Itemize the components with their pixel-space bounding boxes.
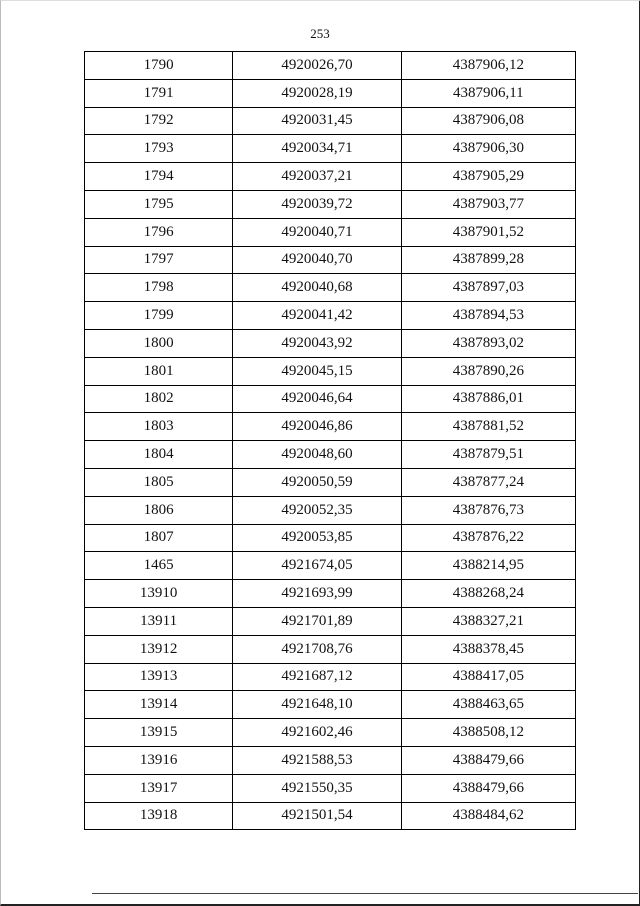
x-coordinate-cell: 4920048,60 [233, 441, 401, 469]
y-coordinate-cell: 4387906,30 [401, 135, 575, 163]
point-number-cell: 13913 [85, 663, 233, 691]
point-number-cell: 1465 [85, 552, 233, 580]
y-coordinate-cell: 4388479,66 [401, 746, 575, 774]
table-row [85, 163, 576, 191]
table-row [85, 441, 576, 469]
y-coordinate-cell: 4387903,77 [401, 190, 575, 218]
x-coordinate-cell: 4920046,86 [233, 413, 401, 441]
x-coordinate-cell: 4921701,89 [233, 607, 401, 635]
point-number-cell: 1803 [85, 413, 233, 441]
point-number-cell: 1798 [85, 274, 233, 302]
table-row [85, 468, 576, 496]
y-coordinate-cell: 4387899,28 [401, 246, 575, 274]
y-coordinate-cell: 4388508,12 [401, 719, 575, 747]
table-row [85, 774, 576, 802]
table-row [85, 719, 576, 747]
table-row [85, 663, 576, 691]
x-coordinate-cell: 4920031,45 [233, 107, 401, 135]
point-number-cell: 1796 [85, 218, 233, 246]
x-coordinate-cell: 4920040,71 [233, 218, 401, 246]
table-row [85, 802, 576, 830]
x-coordinate-cell: 4921674,05 [233, 552, 401, 580]
point-number-cell: 13914 [85, 691, 233, 719]
table-row [85, 552, 576, 580]
footer-rule [92, 893, 638, 894]
table-row [85, 329, 576, 357]
y-coordinate-cell: 4388479,66 [401, 774, 575, 802]
x-coordinate-cell: 4920034,71 [233, 135, 401, 163]
y-coordinate-cell: 4387906,12 [401, 52, 575, 80]
point-number-cell: 1792 [85, 107, 233, 135]
y-coordinate-cell: 4387906,08 [401, 107, 575, 135]
table-row [85, 746, 576, 774]
table-row [85, 218, 576, 246]
y-coordinate-cell: 4388268,24 [401, 580, 575, 608]
table-row [85, 52, 576, 80]
table-row [85, 635, 576, 663]
x-coordinate-cell: 4920040,68 [233, 274, 401, 302]
y-coordinate-cell: 4387901,52 [401, 218, 575, 246]
point-number-cell: 1806 [85, 496, 233, 524]
table-row [85, 274, 576, 302]
table-row [85, 413, 576, 441]
y-coordinate-cell: 4388484,62 [401, 802, 575, 830]
x-coordinate-cell: 4921708,76 [233, 635, 401, 663]
point-number-cell: 13912 [85, 635, 233, 663]
y-coordinate-cell: 4387893,02 [401, 329, 575, 357]
y-coordinate-cell: 4387881,52 [401, 413, 575, 441]
x-coordinate-cell: 4921501,54 [233, 802, 401, 830]
x-coordinate-cell: 4921693,99 [233, 580, 401, 608]
coordinates-table-body [85, 52, 576, 830]
x-coordinate-cell: 4920046,64 [233, 385, 401, 413]
table-row [85, 107, 576, 135]
y-coordinate-cell: 4387905,29 [401, 163, 575, 191]
point-number-cell: 13918 [85, 802, 233, 830]
y-coordinate-cell: 4388417,05 [401, 663, 575, 691]
page-number: 253 [310, 26, 330, 41]
y-coordinate-cell: 4387886,01 [401, 385, 575, 413]
x-coordinate-cell: 4921602,46 [233, 719, 401, 747]
point-number-cell: 1794 [85, 163, 233, 191]
point-number-cell: 1802 [85, 385, 233, 413]
point-number-cell: 1800 [85, 329, 233, 357]
table-row [85, 357, 576, 385]
y-coordinate-cell: 4387894,53 [401, 302, 575, 330]
y-coordinate-cell: 4388214,95 [401, 552, 575, 580]
y-coordinate-cell: 4387876,22 [401, 524, 575, 552]
point-number-cell: 1805 [85, 468, 233, 496]
x-coordinate-cell: 4920045,15 [233, 357, 401, 385]
x-coordinate-cell: 4921687,12 [233, 663, 401, 691]
point-number-cell: 13917 [85, 774, 233, 802]
x-coordinate-cell: 4921588,53 [233, 746, 401, 774]
y-coordinate-cell: 4387890,26 [401, 357, 575, 385]
y-coordinate-cell: 4387879,51 [401, 441, 575, 469]
point-number-cell: 1797 [85, 246, 233, 274]
x-coordinate-cell: 4920037,21 [233, 163, 401, 191]
point-number-cell: 13910 [85, 580, 233, 608]
x-coordinate-cell: 4920028,19 [233, 79, 401, 107]
table-row [85, 79, 576, 107]
x-coordinate-cell: 4920039,72 [233, 190, 401, 218]
point-number-cell: 1791 [85, 79, 233, 107]
table-row [85, 246, 576, 274]
point-number-cell: 1807 [85, 524, 233, 552]
x-coordinate-cell: 4920040,70 [233, 246, 401, 274]
y-coordinate-cell: 4387906,11 [401, 79, 575, 107]
point-number-cell: 13916 [85, 746, 233, 774]
point-number-cell: 1801 [85, 357, 233, 385]
x-coordinate-cell: 4920041,42 [233, 302, 401, 330]
point-number-cell: 1793 [85, 135, 233, 163]
y-coordinate-cell: 4388327,21 [401, 607, 575, 635]
y-coordinate-cell: 4387877,24 [401, 468, 575, 496]
y-coordinate-cell: 4388463,65 [401, 691, 575, 719]
y-coordinate-cell: 4388378,45 [401, 635, 575, 663]
x-coordinate-cell: 4921648,10 [233, 691, 401, 719]
x-coordinate-cell: 4920053,85 [233, 524, 401, 552]
table-row [85, 385, 576, 413]
coordinates-table [84, 51, 576, 830]
point-number-cell: 1795 [85, 190, 233, 218]
y-coordinate-cell: 4387897,03 [401, 274, 575, 302]
point-number-cell: 1799 [85, 302, 233, 330]
x-coordinate-cell: 4920050,59 [233, 468, 401, 496]
y-coordinate-cell: 4387876,73 [401, 496, 575, 524]
table-row [85, 524, 576, 552]
x-coordinate-cell: 4920043,92 [233, 329, 401, 357]
table-row [85, 135, 576, 163]
table-row [85, 691, 576, 719]
table-row [85, 190, 576, 218]
table-row [85, 302, 576, 330]
point-number-cell: 13915 [85, 719, 233, 747]
point-number-cell: 1790 [85, 52, 233, 80]
x-coordinate-cell: 4920026,70 [233, 52, 401, 80]
x-coordinate-cell: 4921550,35 [233, 774, 401, 802]
point-number-cell: 13911 [85, 607, 233, 635]
table-row [85, 607, 576, 635]
table-row [85, 496, 576, 524]
table-row [85, 580, 576, 608]
point-number-cell: 1804 [85, 441, 233, 469]
x-coordinate-cell: 4920052,35 [233, 496, 401, 524]
